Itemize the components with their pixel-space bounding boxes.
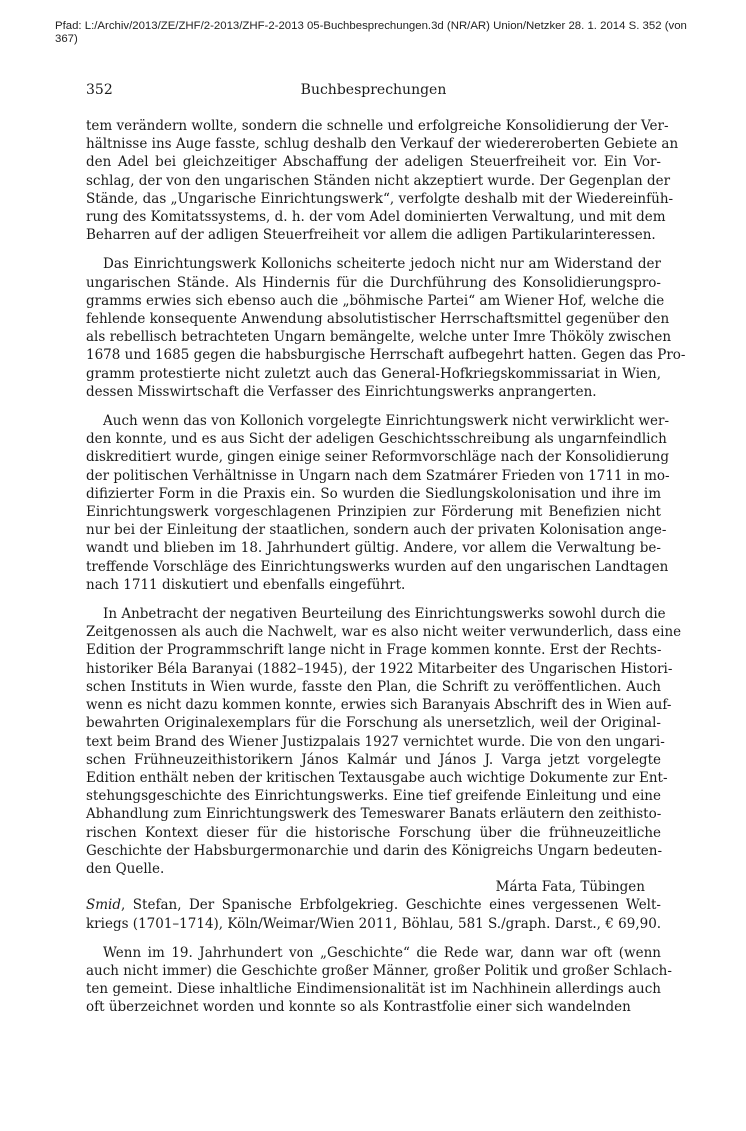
paragraph-line: difizierter Form in die Praxis ein. So wurden die Siedlungskolonisation und ihre im <box>86 485 661 502</box>
paragraph-line: den Adel bei gleichzeitiger Abschaffung der adeligen Steuerfreiheit vor. Ein Vor- <box>86 154 661 171</box>
paragraph-line: Das Einrichtungswerk Kollonichs scheiterte jedoch nicht nur am Widerstand der <box>103 256 661 273</box>
paragraph-line: bewahrten Originalexemplars für die Forschung als unersetzlich, weil der Original- <box>86 715 661 732</box>
paragraph-line: Zeitgenossen als auch die Nachwelt, war es also nicht weiter verwunderlich, dass eine <box>86 624 682 641</box>
paragraph-line: 1678 und 1685 gegen die habsburgische Herrschaft aufbegehrt hatten. Gegen das Pro- <box>86 347 686 364</box>
paragraph-line: Geschichte der Habsburgermonarchie und darin des Königreichs Ungarn bedeuten- <box>86 842 663 859</box>
citation-rest: , Stefan, Der Spanische Erbfolgekrieg. Geschichte eines vergessenen Welt- <box>121 897 661 914</box>
paragraph-line: Stände, das „Ungarische Einrichtungswerk“, verfolgte deshalb mit der Wiedereinfüh- <box>86 190 674 207</box>
paragraph-line: In Anbetracht der negativen Beurteilung des Einrichtungswerks sowohl durch die <box>103 606 666 623</box>
paragraph-line: treffende Vorschläge des Einrichtungswerks wurden auf den ungarischen Landtagen <box>86 558 669 575</box>
paragraph-line: Edition der Programmschrift lange nicht in Frage kommen konnte. Erst der Rechts- <box>86 642 662 659</box>
paragraph-line: Beharren auf der adligen Steuerfreiheit vor allem die adligen Partikularinteressen. <box>86 227 656 244</box>
paragraph <box>86 255 686 401</box>
paragraph-line: diskreditiert wurde, gingen einige seiner Reformvorschläge nach der Konsolidierung <box>86 449 670 466</box>
paragraph-line: tem verändern wollte, sondern die schnelle und erfolgreiche Konsolidierung der Ver- <box>86 118 669 134</box>
paragraph <box>86 412 670 594</box>
paragraph-line: Abhandlung zum Einrichtungswerk des Temeswarer Banats erläutern den zeithisto- <box>86 806 662 823</box>
paragraph-line: schen Instituts in Wien wurde, fasste den Plan, die Schrift zu veröffentlichen. Auch <box>86 678 661 695</box>
reviewer-signature: Márta Fata, Tübingen <box>495 879 645 896</box>
paragraph-line: den Quelle. <box>86 860 165 877</box>
paragraph-line: gramms erwies sich ebenso auch die „böhmische Partei“ am Wiener Hof, welche die <box>86 292 665 309</box>
citation-author: Smid <box>86 897 122 914</box>
paragraph-line: stehungsgeschichte des Einrichtungswerks. Eine tief greifende Einleitung und eine <box>86 788 661 805</box>
review-paragraph-line: oft überzeichnet worden und konnte so als Kontrastfolie einer sich wandelnden <box>86 999 631 1016</box>
paragraph-line: schen Frühneuzeithistorikern János Kalmár und János J. Varga jetzt vorgelegte <box>86 751 661 768</box>
paragraph-line: Einrichtungswerk vorgeschlagenen Prinzipien zur Förderung mit Benefizien nicht <box>86 504 661 521</box>
body-text <box>86 117 686 1017</box>
file-path-line <box>55 20 705 46</box>
citation-line-2: kriegs (1701–1714), Köln/Weimar/Wien 2011, Böhlau, 581 S./graph. Darst., € 69,90. <box>86 915 662 932</box>
paragraph-line: nur bei der Einleitung der staatlichen, sondern auch der privaten Kolonisation ange- <box>86 522 667 539</box>
review-citation <box>86 896 661 932</box>
file-path-line-2: 367) <box>55 33 78 45</box>
paragraph-line: Auch wenn das von Kollonich vorgelegte Einrichtungswerk nicht verwirklicht wer- <box>103 413 670 430</box>
paragraph-line: hältnisse ins Auge fasste, schlug deshalb den Verkauf der wiedereroberten Gebiete an <box>86 136 679 153</box>
citation-line-1 <box>86 896 661 914</box>
review-paragraph-line: Wenn im 19. Jahrhundert von „Geschichte“ die Rede war, dann war oft (wenn <box>103 944 661 961</box>
paragraph-line: als rebellisch betrachteten Ungarn bemängelte, welche unter Imre Thököly zwischen <box>86 329 672 346</box>
paragraph-line: text beim Brand des Wiener Justizpalais 1927 vernichtet wurde. Die von den ungari- <box>86 733 665 750</box>
paragraph-line: dessen Misswirtschaft die Verfasser des Einrichtungswerks anprangerten. <box>86 383 597 400</box>
paragraph-line: wenn es nicht dazu kommen konnte, erwies sich Baranyais Abschrift des in Wien auf- <box>86 697 672 714</box>
section-title: Buchbesprechungen <box>300 82 447 98</box>
review-paragraph <box>86 944 672 1017</box>
paragraph <box>86 605 682 878</box>
paragraphs <box>86 117 686 878</box>
paragraph-line: nach 1711 diskutiert und ebenfalls eingeführt. <box>86 576 406 593</box>
paragraph-line: ungarischen Stände. Als Hindernis für die Durchführung des Konsolidierungspro- <box>86 274 661 291</box>
paragraph-line: wandt und blieben im 18. Jahrhundert gültig. Andere, vor allem die Verwaltung be- <box>86 540 661 557</box>
paragraph <box>86 117 679 244</box>
paragraph-line: den konnte, und es aus Sicht der adeligen Geschichtsschreibung als ungarnfeindlich <box>86 431 667 448</box>
paragraph-line: fehlende konsequente Anwendung absolutistischer Herrschaftsmittel gegenüber den <box>86 311 670 328</box>
paragraph-line: rung des Komitatssystems, d. h. der vom Adel dominierten Verwaltung, und mit dem <box>86 209 666 226</box>
paragraph-line: schlag, der von den ungarischen Ständen nicht akzeptiert wurde. Der Gegenplan der <box>86 172 671 189</box>
paragraph-line: Edition enthält neben der kritischen Textausgabe auch wichtige Dokumente zur Ent- <box>86 769 668 786</box>
paragraph-line: rischen Kontext dieser für die historische Forschung über die frühneuzeitliche <box>86 824 661 841</box>
review-paragraph-line: auch nicht immer) die Geschichte großer Männer, großer Politik und großer Schlach- <box>86 962 672 979</box>
paragraph-line: der politischen Verhältnisse in Ungarn nach dem Szatmárer Frieden von 1711 in mo- <box>86 467 670 484</box>
running-head <box>86 82 661 102</box>
review-paragraph-line: ten gemeint. Diese inhaltliche Eindimensionalität ist im Nachhinein allerdings auch <box>86 981 661 998</box>
paragraph-line: historiker Béla Baranyai (1882–1945), der 1922 Mitarbeiter des Ungarischen Histori- <box>86 660 673 677</box>
paragraph-line: gramm protestierte nicht zuletzt auch das General-Hofkriegskommissariat in Wien, <box>86 365 661 382</box>
file-path-line-1: Pfad: L:/Archiv/2013/ZE/ZHF/2-2013/ZHF-2-2013 05-Buchbesprechungen.3d (NR/AR) Union/Netzker 28. 1. 2014 S. 352 (von <box>55 20 687 32</box>
page-number: 352 <box>86 82 113 98</box>
